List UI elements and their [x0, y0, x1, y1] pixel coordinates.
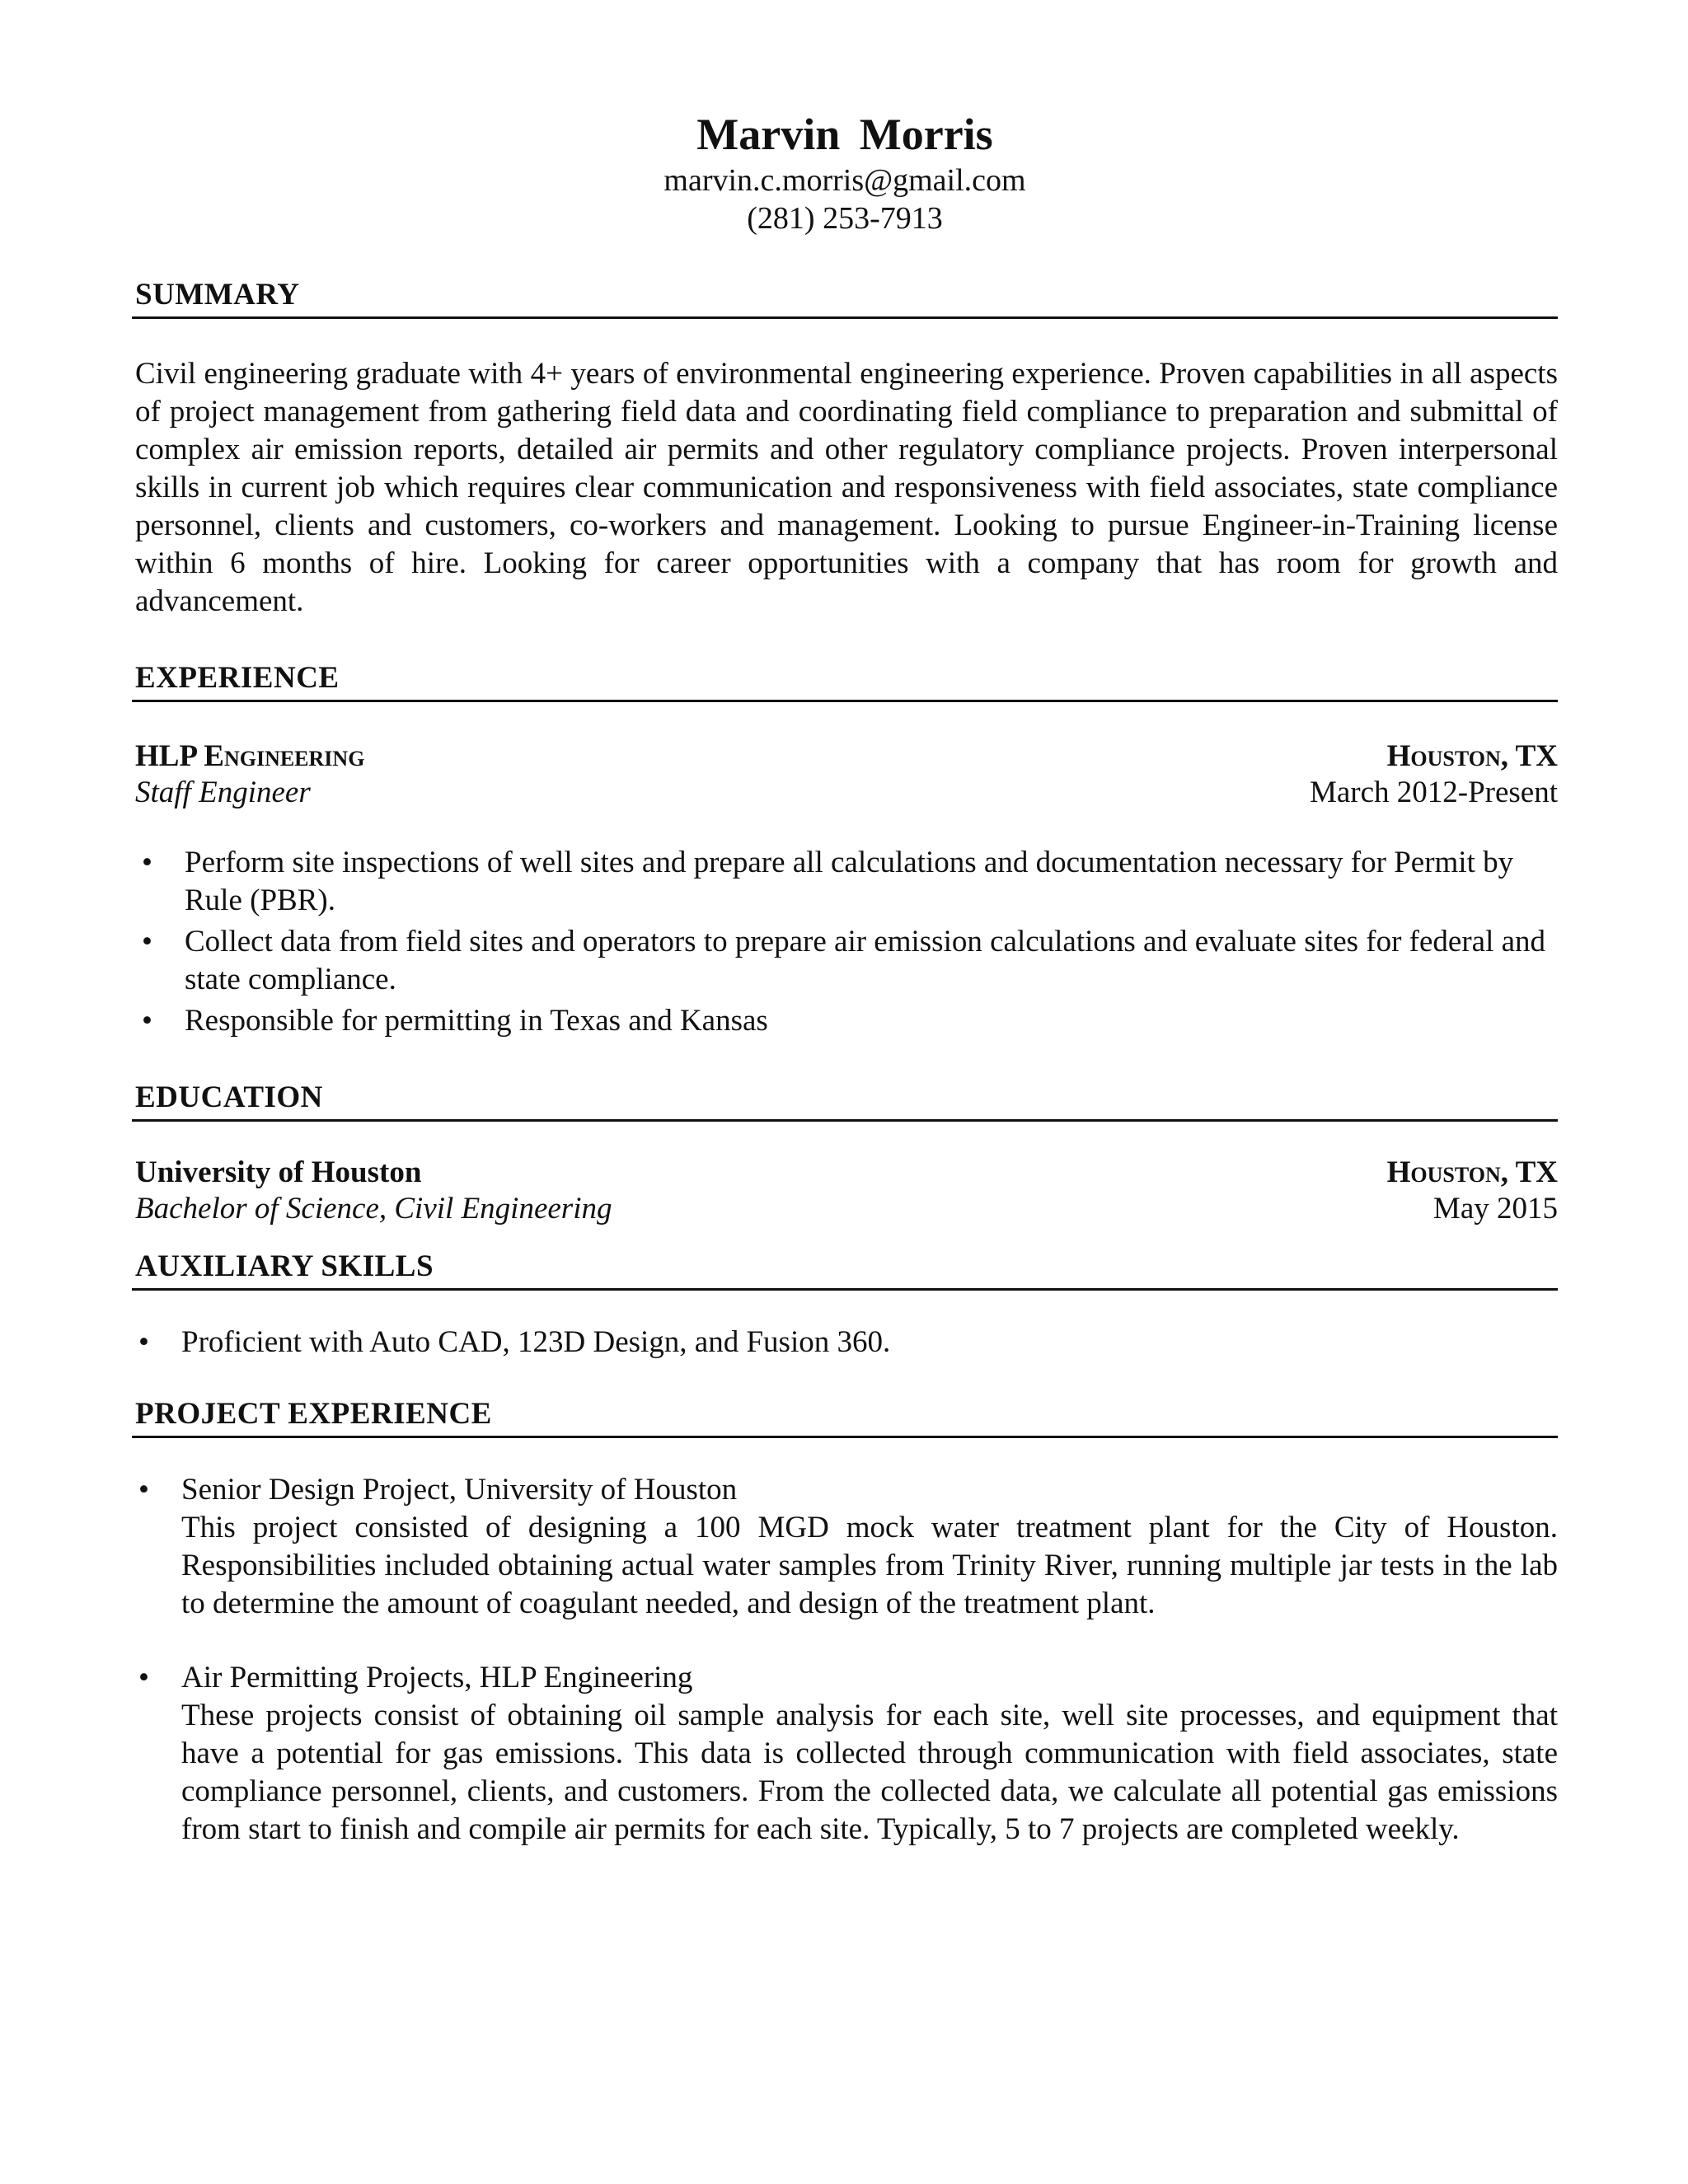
degree: Bachelor of Science, Civil Engineering: [135, 1192, 612, 1226]
project-name: Senior Design Project, University of Houston: [181, 1473, 738, 1507]
company-location: Houston, TX: [1386, 739, 1558, 773]
section-title-skills: AUXILIARY SKILLS: [132, 1249, 1558, 1291]
job-title: Staff Engineer: [135, 776, 311, 809]
section-title-summary: SUMMARY: [132, 277, 1558, 319]
projects-section: [132, 1396, 1558, 1849]
list-item: [132, 1659, 1558, 1849]
experience-section: [132, 660, 1558, 1040]
project-bullets: [132, 1471, 1558, 1849]
email: marvin.c.morris@gmail.com: [663, 163, 1026, 198]
section-title-projects: PROJECT EXPERIENCE: [132, 1396, 1558, 1438]
bullet-icon: •: [142, 846, 152, 879]
list-item: [132, 1471, 1558, 1623]
section-title-education: EDUCATION: [132, 1080, 1558, 1122]
education-entry: [132, 1155, 1558, 1227]
resume-page: [132, 107, 1558, 1885]
candidate-name: Marvin Morris: [696, 110, 993, 159]
bullet-icon: •: [142, 925, 152, 958]
section-title-experience: EXPERIENCE: [132, 660, 1558, 702]
list-item: • Collect data from field sites and operators to prepare air emission calculations and evaluate sites for federal and state compliance.: [142, 925, 1546, 996]
school-location: Houston, TX: [1386, 1155, 1558, 1189]
project-description: These projects consist of obtaining oil sample analysis for each site, well site processes, and equipment that have a potential for gas emissions. This data is collected through communication with field associates, state compliance personnel, clients, and customers. From the collected data, we calculate all potential gas emissions from start to finish and compile air permits for each site. Typically, 5 to 7 projects are completed weekly.: [181, 1699, 1558, 1846]
bullet-icon: •: [138, 1473, 149, 1507]
bullet-icon: •: [138, 1325, 149, 1359]
education-section: [132, 1080, 1558, 1227]
experience-bullets: [135, 844, 1558, 1040]
summary-text: Civil engineering graduate with 4+ years of environmental engineering experience. Proven capabilities in all aspects of project management from gathering field data and coordinating field compliance to preparation and submittal of complex air emission reports, detailed air permits and other regulatory compliance projects. Proven interpersonal skills in current job which requires clear communication and responsiveness with field associates, state compliance personnel, clients and customers, co-workers and management. Looking to pursue Engineer-in-Training license within 6 months of hire. Looking for career opportunities with a company that has room for growth and advancement.: [135, 357, 1558, 618]
list-item: • Perform site inspections of well sites and prepare all calculations and documentation necessary for Permit by Rule (PBR).: [142, 846, 1514, 917]
summary-section: [132, 277, 1558, 621]
bullet-icon: •: [138, 1661, 149, 1694]
project-description: This project consisted of designing a 100 MGD mock water treatment plant for the City of Houston. Responsibilities included obtaining actual water samples from Trinity River, running multiple jar tests in the lab to determine the amount of coagulant needed, and design of the treatment plant.: [181, 1511, 1558, 1620]
list-item: • Proficient with Auto CAD, 123D Design, and Fusion 360.: [132, 1324, 1558, 1361]
job-dates: March 2012-Present: [1309, 776, 1558, 809]
experience-entry: [132, 738, 1558, 1040]
list-item: • Responsible for permitting in Texas and Kansas: [135, 1002, 1558, 1040]
school-name: University of Houston: [135, 1155, 422, 1189]
company-name: HLP Engineering: [135, 739, 365, 773]
graduation-date: May 2015: [1432, 1192, 1558, 1226]
project-name: Air Permitting Projects, HLP Engineering: [181, 1661, 693, 1694]
skills-section: [132, 1249, 1558, 1361]
bullet-icon: •: [142, 1004, 152, 1038]
phone: (281) 253-7913: [747, 201, 943, 236]
skills-bullets: [132, 1324, 1558, 1361]
